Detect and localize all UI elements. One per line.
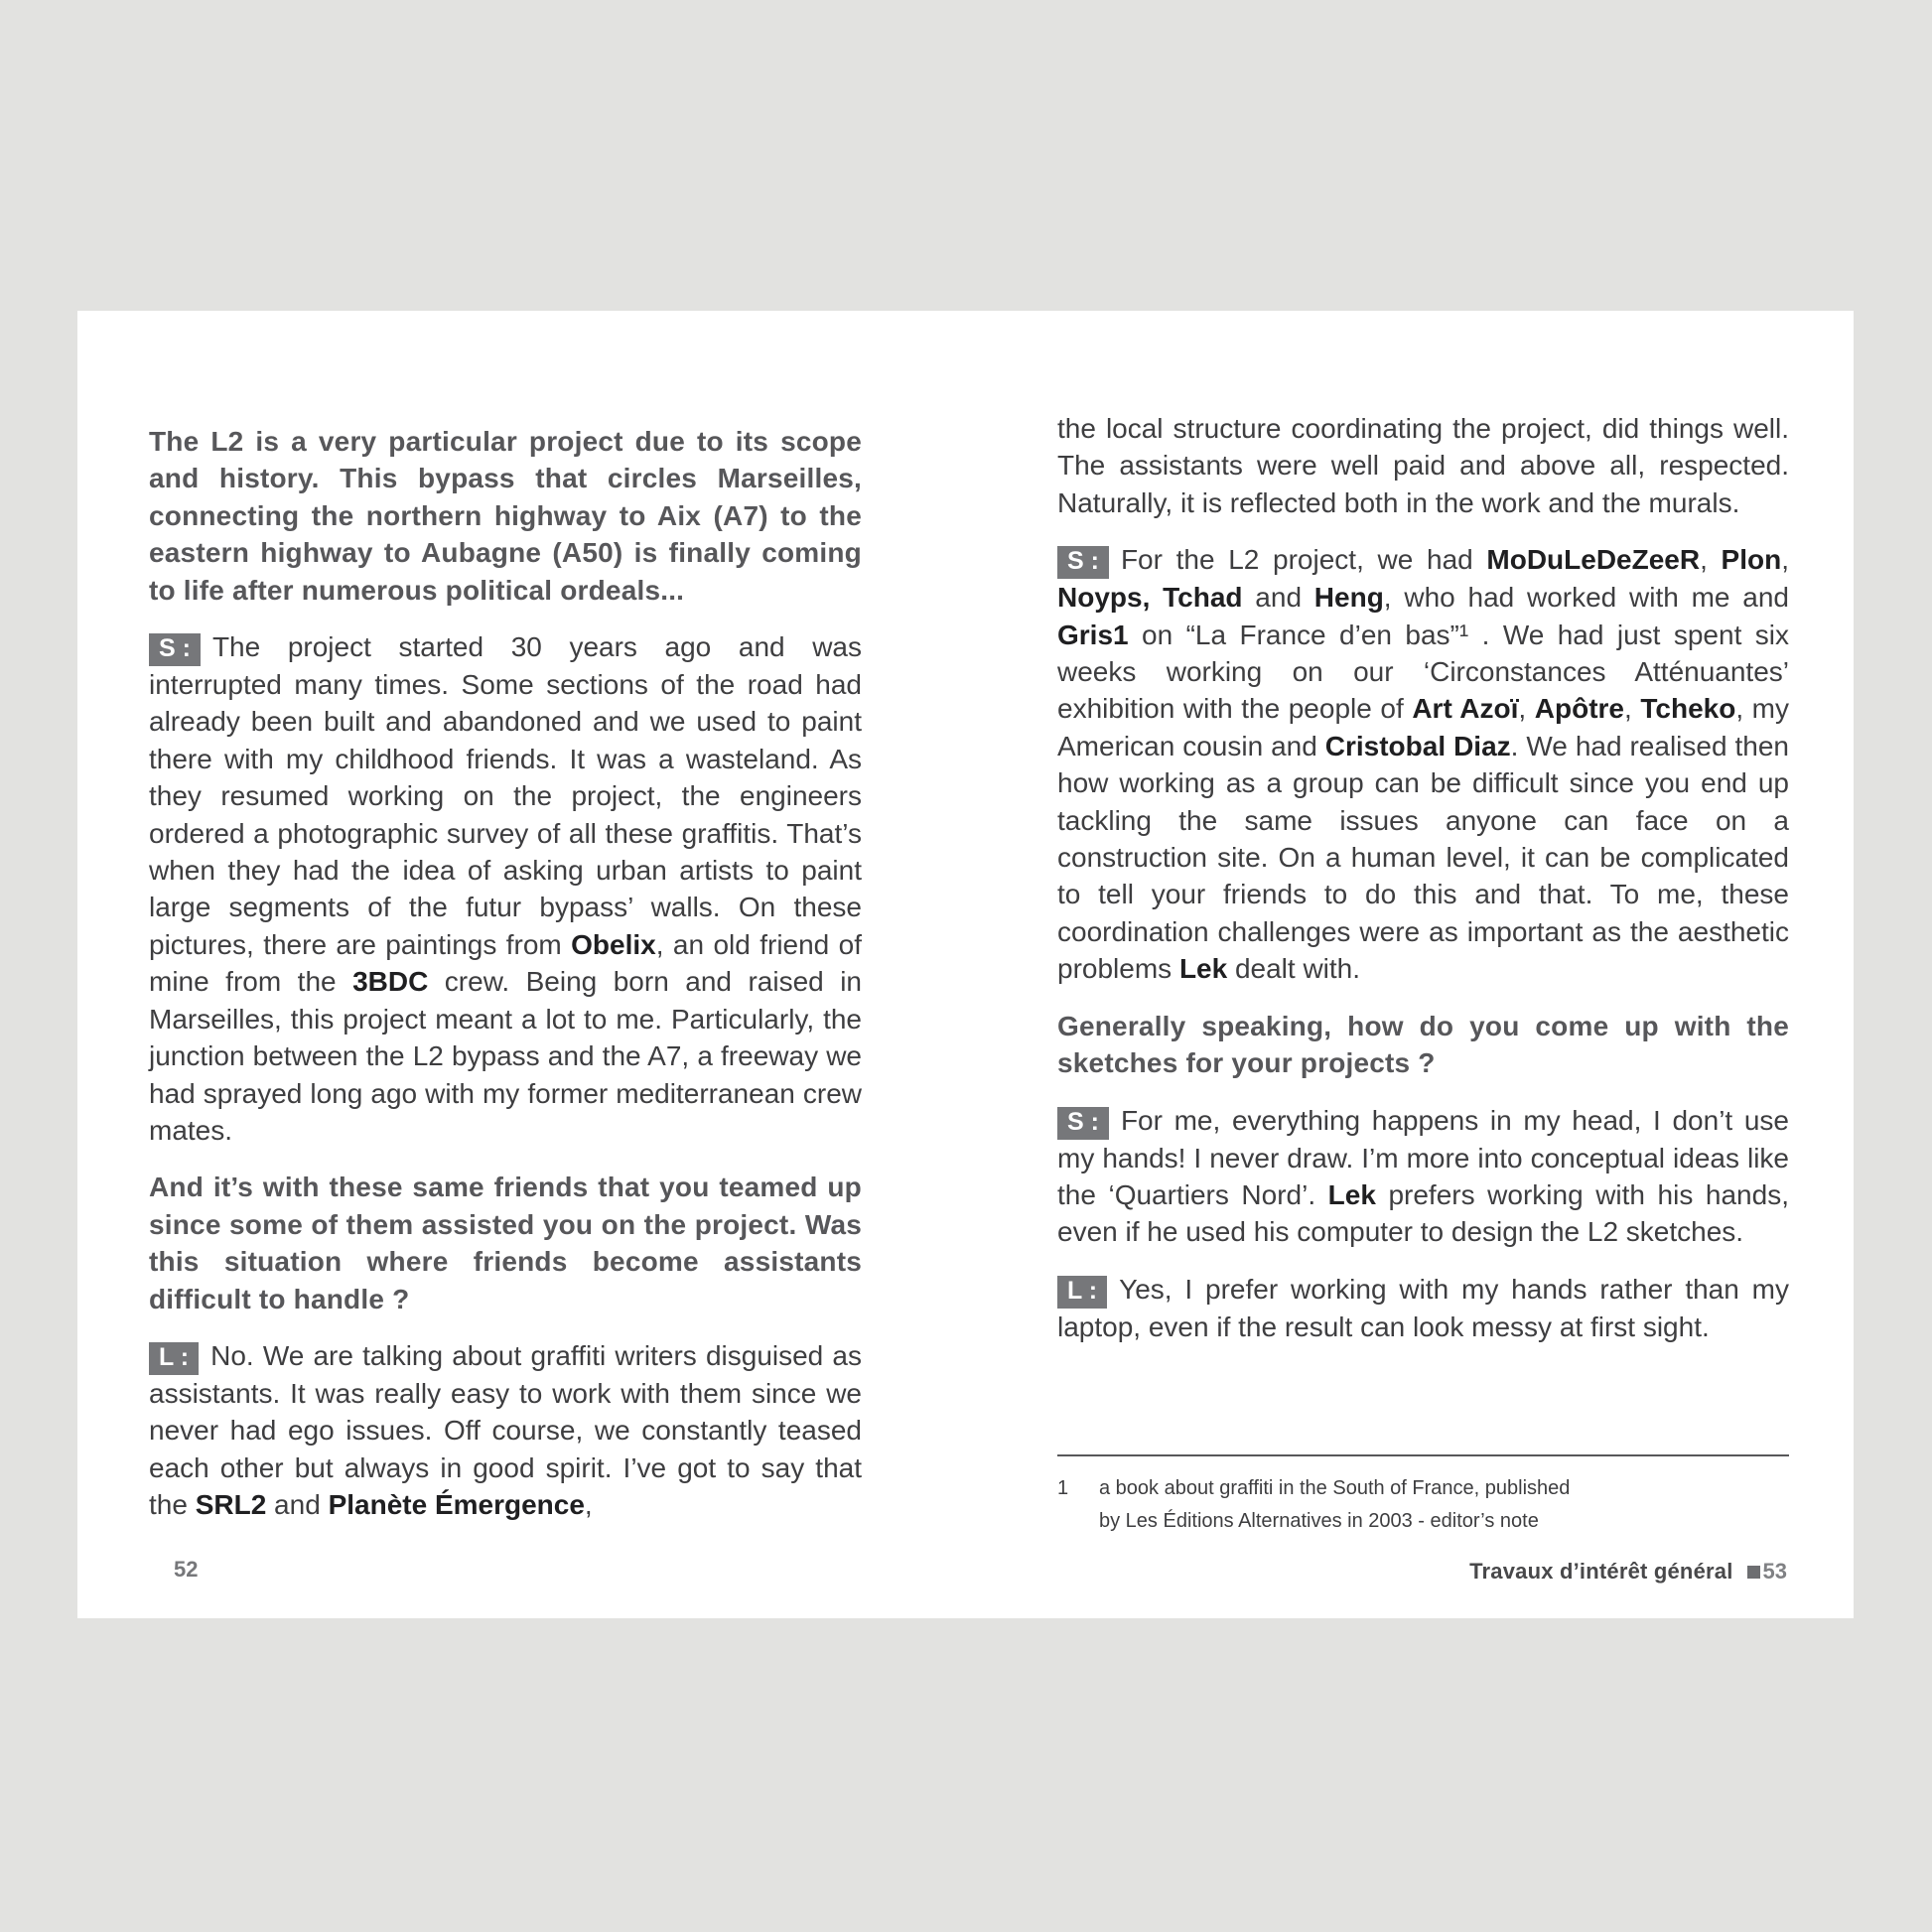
speaker-badge: S : [1057, 1107, 1109, 1140]
artist-name: Apôtre [1534, 693, 1625, 725]
artist-name: Gris1 [1057, 619, 1129, 650]
left-page-column [149, 423, 862, 1524]
footer-title: Travaux d’intérêt général [1469, 1559, 1733, 1584]
footnote-rule [1057, 1454, 1789, 1456]
text-run: Yes, I prefer working with my hands rather than my laptop, even if the result can look messy at first sight. [1057, 1273, 1789, 1342]
footnote-text: a book about graffiti in the South of France, published by Les Éditions Alternatives in 2003 - editor’s note [1099, 1477, 1571, 1532]
text-run: , [584, 1489, 593, 1521]
text-run: the local structure coordinating the project, did things well. The assistants were well paid and above all, respected. Naturally, it is reflected both in the work and the murals. [1057, 413, 1789, 518]
page-number-right: 53 [1762, 1559, 1787, 1584]
artist-name: Planète Émergence [328, 1489, 585, 1521]
artist-name: Lek [1327, 1178, 1376, 1210]
artist-name: Cristobal Diaz [1324, 730, 1511, 761]
text-run: No. We are talking about graffiti writers disguised as assistants. It was really easy to work with them since we never had ego issues. Off course, we constantly teased each other but always in good spirit. I’ve got to say that the [149, 1339, 862, 1521]
text-run: , an old friend of mine from the [149, 928, 862, 998]
artist-name: SRL2 [195, 1489, 267, 1521]
text-run: , [1518, 693, 1535, 725]
artist-name: Heng [1313, 582, 1384, 614]
page-number-left: 52 [174, 1557, 199, 1582]
text-run: prefers working with his hands, even if he used his computer to design the L2 sketches. [1057, 1178, 1789, 1248]
footnote [1057, 1454, 1789, 1538]
footnote-marker: 1 [1057, 1477, 1069, 1499]
running-footer [1469, 1559, 1787, 1585]
footnote-row [1057, 1472, 1789, 1538]
interview-question [149, 1169, 862, 1317]
right-page-column [1057, 410, 1789, 1345]
text-run: and [266, 1489, 329, 1521]
text-run: crew. Being born and raised in Marseilles, this project meant a lot to me. Particularly, the junction between the L2 bypass and the A7, a freeway we had sprayed long ago with my former mediterranean crew mates. [149, 966, 863, 1146]
interview-paragraph [1057, 1271, 1789, 1345]
artist-name: Noyps, Tchad [1057, 582, 1243, 614]
text-run: , [1700, 544, 1722, 576]
text-run: , [1624, 693, 1641, 725]
artist-name: MoDuLeDeZeeR [1486, 544, 1701, 576]
text-run: , my American cousin and [1057, 693, 1790, 761]
book-spread [77, 311, 1854, 1618]
interview-paragraph [1057, 541, 1789, 987]
speaker-badge: S : [149, 633, 201, 666]
artist-name: 3BDC [352, 966, 429, 998]
text-run: For me, everything happens in my head, I don’t use my hands! I never draw. I’m more into conceptual ideas like the ‘Quartiers Nord’. [1057, 1104, 1789, 1210]
speaker-badge: S : [1057, 546, 1109, 579]
artist-name: Tcheko [1640, 693, 1736, 725]
artist-name: Lek [1178, 953, 1228, 985]
interview-paragraph [149, 1337, 862, 1524]
text-run: . We had realised then how working as a group can be difficult since you end up tackling the same issues anyone can face on a construction site. On a human level, it can be complicated to tell your friends to do this and that. To me, these coordination challenges were as important as the aesthetic problems [1057, 730, 1789, 985]
text-run: For the L2 project, we had [1120, 544, 1487, 576]
speaker-badge: L : [1057, 1276, 1107, 1309]
interview-paragraph [1057, 410, 1789, 521]
artist-name: Art Azoï [1412, 693, 1519, 725]
speaker-badge: L : [149, 1342, 199, 1375]
text-run: The L2 is a very particular project due to its scope and history. This bypass that circles Marseilles, connecting the northern highway to Aix (A7) to the eastern highway to Aubagne (A50) is finally coming to life after numerous political ordeals... [149, 426, 862, 606]
artist-name: Obelix [571, 928, 656, 960]
text-run: dealt with. [1227, 953, 1361, 985]
text-run: and [1242, 582, 1314, 614]
interview-paragraph [149, 628, 862, 1149]
interview-question [149, 423, 862, 609]
text-run: on “La France d’en bas”¹ . We had just spent six weeks working on our ‘Circonstances Atténuantes’ exhibition with the people of [1057, 619, 1789, 725]
square-bullet-icon [1747, 1566, 1760, 1579]
interview-question [1057, 1008, 1789, 1082]
interview-paragraph [1057, 1102, 1789, 1251]
text-run: And it’s with these same friends that you teamed up since some of them assisted you on the project. Was this situation where friends become assistants difficult to handle ? [149, 1172, 862, 1314]
text-run: , [1781, 544, 1789, 576]
text-run: Generally speaking, how do you come up with the sketches for your projects ? [1057, 1010, 1789, 1079]
text-run: , who had worked with me and [1383, 582, 1789, 614]
text-run: The project started 30 years ago and was interrupted many times. Some sections of the road had already been built and abandoned and we used to paint there with my childhood friends. It was a wasteland. As they resumed working on the project, the engineers ordered a photographic survey of all these graffitis. That’s when they had the idea of asking urban artists to paint large segments of the futur bypass’ walls. On these pictures, there are paintings from [149, 631, 862, 960]
artist-name: Plon [1721, 544, 1782, 576]
